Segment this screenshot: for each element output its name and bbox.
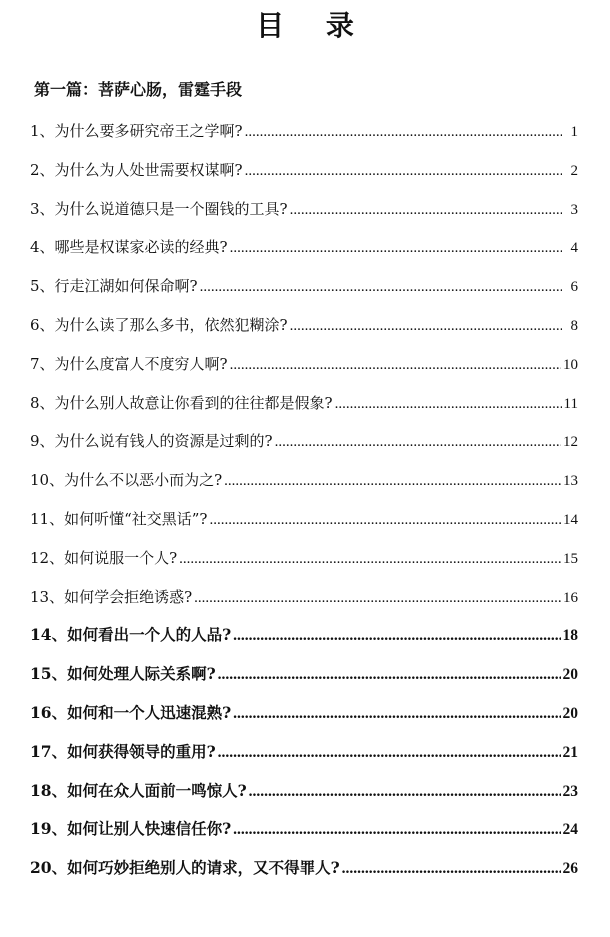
toc-dot-leader bbox=[290, 311, 562, 341]
toc-entry-title: 13、如何学会拒绝诱惑? bbox=[30, 587, 193, 606]
toc-dot-leader bbox=[224, 466, 561, 496]
toc-page-number: 4 bbox=[570, 240, 578, 257]
toc-entry[interactable] bbox=[30, 582, 578, 621]
toc-dot-leader bbox=[230, 233, 562, 263]
page-title: 目 录 bbox=[256, 9, 370, 42]
toc-entry[interactable] bbox=[30, 232, 578, 271]
toc-dot-leader bbox=[194, 583, 561, 613]
toc-dot-leader bbox=[233, 815, 560, 845]
toc-entry[interactable] bbox=[30, 465, 578, 504]
toc-page-number: 11 bbox=[563, 395, 578, 412]
toc-entry-title: 17、如何获得领导的重用? bbox=[30, 741, 216, 761]
toc-entry[interactable] bbox=[30, 853, 578, 892]
toc-entry-title: 6、为什么读了那么多书，依然犯糊涂? bbox=[30, 315, 288, 334]
toc-dot-leader bbox=[275, 427, 561, 457]
toc-page-number: 14 bbox=[563, 511, 578, 528]
toc-page-number: 26 bbox=[562, 860, 578, 878]
toc-entry[interactable] bbox=[30, 504, 578, 543]
toc-page-number: 16 bbox=[563, 589, 578, 606]
toc-dot-leader bbox=[209, 505, 561, 535]
toc-entry-title: 5、行走江湖如何保命啊? bbox=[30, 277, 198, 296]
toc-entry[interactable] bbox=[30, 155, 578, 194]
toc-entry-title: 4、哪些是权谋家必读的经典? bbox=[30, 238, 228, 257]
toc-entry-title: 12、如何说服一个人? bbox=[30, 548, 178, 567]
toc-entry[interactable] bbox=[30, 388, 578, 427]
toc-dot-leader bbox=[342, 854, 561, 884]
toc-entry-title: 9、为什么说有钱人的资源是过剩的? bbox=[30, 432, 273, 451]
toc-dot-leader bbox=[245, 156, 562, 186]
toc-entry[interactable] bbox=[30, 426, 578, 465]
toc-entry-title: 10、为什么不以恶小而为之? bbox=[30, 471, 223, 490]
toc-entry-title: 14、如何看出一个人的人品? bbox=[30, 625, 232, 645]
toc-entry[interactable] bbox=[30, 349, 578, 388]
toc-dot-leader bbox=[249, 777, 561, 807]
toc-entry[interactable] bbox=[30, 116, 578, 155]
toc-dot-leader bbox=[218, 660, 561, 690]
toc-dot-leader bbox=[179, 544, 561, 574]
toc-page-number: 1 bbox=[570, 124, 578, 140]
toc-entry-title: 1、为什么要多研究帝王之学啊? bbox=[30, 122, 243, 140]
toc-dot-leader bbox=[200, 272, 562, 302]
toc-dot-leader bbox=[233, 699, 560, 729]
toc-entry[interactable] bbox=[30, 271, 578, 310]
toc-entry[interactable] bbox=[30, 698, 578, 737]
toc-entry[interactable] bbox=[30, 620, 578, 659]
toc-entry-title: 16、如何和一个人迅速混熟? bbox=[30, 702, 232, 722]
toc-entry-title: 8、为什么别人故意让你看到的往往都是假象? bbox=[30, 393, 333, 412]
toc-dot-leader bbox=[230, 350, 561, 380]
toc-page-number: 8 bbox=[570, 317, 578, 334]
toc-list bbox=[30, 116, 578, 892]
toc-page-number: 20 bbox=[562, 704, 578, 722]
toc-entry-title: 7、为什么度富人不度穷人啊? bbox=[30, 354, 228, 373]
toc-entry-title: 3、为什么说道德只是一个圈钱的工具? bbox=[30, 199, 288, 218]
toc-dot-leader bbox=[290, 195, 562, 225]
toc-entry[interactable] bbox=[30, 737, 578, 776]
toc-entry-title: 11、如何听懂“社交黑话”? bbox=[30, 509, 208, 528]
toc-page-number: 12 bbox=[563, 434, 578, 451]
toc-page-number: 20 bbox=[562, 666, 578, 684]
toc-entry[interactable] bbox=[30, 776, 578, 815]
toc-page-number: 24 bbox=[562, 821, 578, 839]
toc-dot-leader bbox=[245, 117, 562, 147]
toc-entry[interactable] bbox=[30, 194, 578, 233]
toc-dot-leader bbox=[218, 738, 561, 768]
toc-dot-leader bbox=[233, 621, 560, 651]
toc-entry[interactable] bbox=[30, 543, 578, 582]
toc-entry[interactable] bbox=[30, 814, 578, 853]
toc-page-number: 3 bbox=[570, 201, 578, 218]
toc-entry-title: 15、如何处理人际关系啊? bbox=[30, 664, 216, 684]
toc-page-number: 18 bbox=[562, 627, 578, 645]
toc-entry-title: 18、如何在众人面前一鸣惊人? bbox=[30, 780, 247, 800]
toc-page-number: 13 bbox=[563, 473, 578, 490]
toc-page-number: 10 bbox=[563, 356, 578, 373]
toc-page-number: 21 bbox=[562, 743, 578, 761]
toc-entry[interactable] bbox=[30, 310, 578, 349]
toc-page-number: 23 bbox=[562, 782, 578, 800]
toc-page-number: 2 bbox=[570, 162, 578, 179]
toc-page-number: 6 bbox=[570, 279, 578, 296]
toc-entry-title: 2、为什么为人处世需要权谋啊? bbox=[30, 160, 243, 179]
toc-entry-title: 19、如何让别人快速信任你? bbox=[30, 819, 232, 839]
toc-entry[interactable] bbox=[30, 659, 578, 698]
section-heading: 第一篇：菩萨心肠，雷霆手段 bbox=[34, 80, 243, 99]
toc-page-number: 15 bbox=[563, 550, 578, 567]
toc-entry-title: 20、如何巧妙拒绝别人的请求，又不得罪人? bbox=[30, 858, 340, 878]
toc-dot-leader bbox=[335, 389, 562, 419]
